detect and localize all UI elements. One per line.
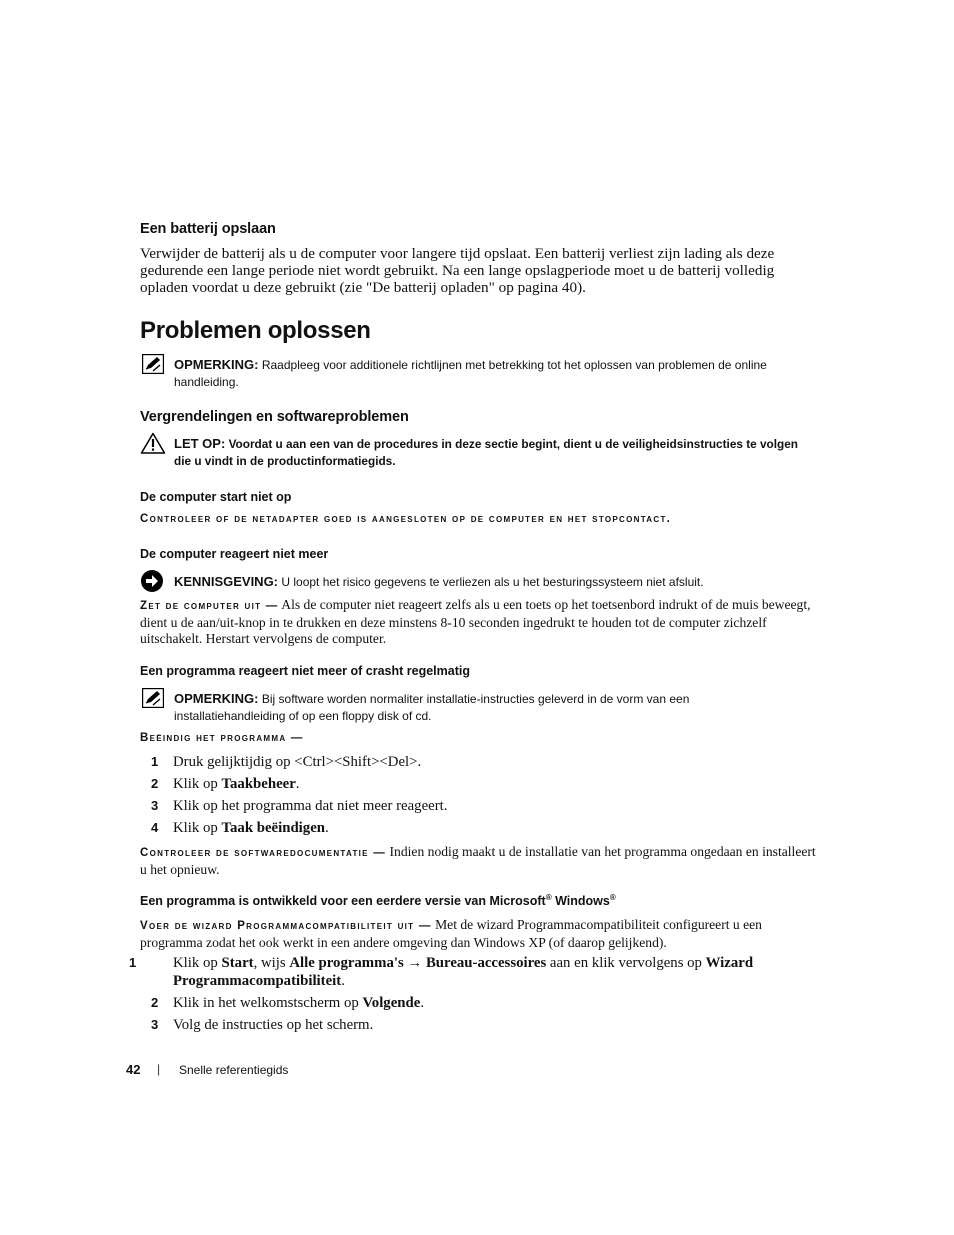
- action-text: Als de computer niet reageert zelfs als u een toets op het toetsenbord indrukt of de muis beweegt, dient u de aan/uit-knop in te drukken en deze minstens 8-10 seconden ingedrukt te houden tot de computer zichzelf uitschakelt. Herstart vervolgens de computer.: [140, 597, 811, 646]
- note-pencil-icon: [142, 354, 164, 374]
- note-text: Raadpleeg voor additionele richtlijnen met betrekking tot het oplossen van problemen de online handleiding.: [174, 358, 767, 389]
- section-heading-battery: Een batterij opslaan: [140, 221, 276, 237]
- action-label: Controleer de softwaredocumentatie —: [140, 847, 387, 859]
- note-pencil-icon: [142, 688, 164, 708]
- step-text: , wijs: [253, 955, 290, 971]
- step-text-end: .: [295, 776, 300, 792]
- step-text: aan en klik vervolgens op: [546, 955, 706, 971]
- page-number: 42: [126, 1062, 141, 1077]
- step-number: 1: [129, 955, 137, 970]
- action-label: Zet de computer uit —: [140, 600, 279, 612]
- step-bold-taakbeheer: Taakbeheer: [221, 776, 296, 792]
- step-item: [151, 775, 300, 793]
- step-text: Volg de instructies op het scherm.: [173, 1017, 374, 1033]
- action-compat-wizard-paragraph: [140, 917, 816, 951]
- step-item: [151, 1016, 373, 1034]
- step-bold-taak-beeindigen: Taak beëindigen: [221, 820, 325, 836]
- caution-text: Voordat u aan een van de procedures in deze sectie begint, dient u de veiligheidsinstructies te volgen die u vindt in de productinformatiegids.: [174, 437, 799, 468]
- step-text: Klik op: [173, 955, 222, 971]
- step-text: Druk gelijktijdig op <Ctrl><Shift><Del>.: [173, 754, 422, 770]
- caution-label: LET OP:: [174, 436, 226, 451]
- step-item: [151, 797, 447, 815]
- notice-arrow-icon: [140, 569, 164, 593]
- step-item: [151, 753, 421, 771]
- footer-guide-title: Snelle referentiegids: [179, 1063, 289, 1077]
- battery-paragraph: Verwijder de batterij als u de computer voor langere tijd opslaat. Een batterij verliest zijn lading als deze gedurende een lange periode niet wordt gebruikt. Na een lange opslagperiode moet u de batterij volledig opladen voordat u deze gebruikt (zie "De batterij opladen" op pagina 40).: [140, 245, 775, 296]
- step-number: 2: [151, 776, 159, 791]
- subheading-program-crash: Een programma reageert niet meer of crasht regelmatig: [140, 664, 470, 678]
- step-item: [151, 819, 329, 837]
- action-end-program-label: Beëindig het programma —: [140, 732, 304, 744]
- step-text: Klik op: [173, 776, 222, 792]
- step-number: 4: [151, 820, 159, 835]
- step-item: [151, 994, 424, 1012]
- step-text: Klik op het programma dat niet meer reageert.: [173, 798, 448, 814]
- caution-let-op: [174, 435, 814, 470]
- section-heading-lockups: Vergrendelingen en softwareproblemen: [140, 409, 409, 425]
- step-bold-start: Start: [221, 955, 254, 971]
- action-turn-off-paragraph: [140, 597, 816, 648]
- subheading-older-windows: [140, 893, 616, 908]
- arrow-right-icon: →: [403, 955, 426, 971]
- action-text: Indien nodig maakt u de installatie van het programma ongedaan en installeert u het opnieuw.: [140, 844, 816, 877]
- note-opmerking-2: [174, 690, 774, 725]
- action-check-docs-paragraph: [140, 844, 816, 878]
- notice-label: KENNISGEVING:: [174, 574, 279, 589]
- notice-text: U loopt het risico gegevens te verliezen als u het besturingssysteem niet afsluit.: [281, 575, 704, 589]
- step-number: 3: [151, 798, 159, 813]
- registered-mark: ®: [609, 893, 616, 902]
- note-label: OPMERKING:: [174, 691, 259, 706]
- step-bold-accessories: Bureau-accessoires: [425, 955, 547, 971]
- warning-triangle-icon: [140, 432, 166, 454]
- step-number: 2: [151, 995, 159, 1010]
- subheading-text-windows: Windows: [551, 894, 610, 909]
- page-title: Problemen oplossen: [140, 317, 371, 344]
- step-number: 1: [151, 754, 159, 769]
- step-text-end: .: [325, 820, 329, 836]
- step-text-end: .: [341, 973, 345, 989]
- step-bold-all-programs: Alle programma's: [289, 955, 404, 971]
- step-bold-wizard: Wizard Programmacompatibiliteit: [173, 955, 754, 989]
- step-bold-volgende: Volgende: [362, 995, 421, 1011]
- action-label: Voer de wizard Programmacompatibiliteit uit —: [140, 920, 432, 932]
- subheading-computer-frozen: De computer reageert niet meer: [140, 547, 329, 561]
- instruction-check-adapter: Controleer of de netadapter goed is aangesloten op de computer en het stopcontact.: [140, 513, 672, 525]
- action-text: Met de wizard Programmacompatibiliteit configureert u een programma zodat het ook werkt in een andere omgeving dan Windows XP (of daarop gelijkend).: [140, 917, 762, 950]
- step-number: 3: [151, 1017, 159, 1032]
- footer-separator: |: [157, 1062, 161, 1076]
- note-label: OPMERKING:: [174, 357, 259, 372]
- step-text: Klik op: [173, 820, 222, 836]
- note-text: Bij software worden normaliter installatie-instructies geleverd in de vorm van een installatiehandleiding of op een floppy disk of cd.: [174, 692, 690, 723]
- step-text-end: .: [420, 995, 425, 1011]
- notice-kennisgeving: [174, 573, 824, 591]
- step-text: Klik in het welkomstscherm op: [173, 995, 363, 1011]
- note-opmerking-1: [174, 356, 824, 391]
- registered-mark: ®: [545, 893, 552, 902]
- subheading-computer-start: De computer start niet op: [140, 490, 292, 504]
- subheading-text: Een programma is ontwikkeld voor een eerdere versie van Microsoft: [140, 894, 546, 909]
- step-item: [129, 954, 803, 990]
